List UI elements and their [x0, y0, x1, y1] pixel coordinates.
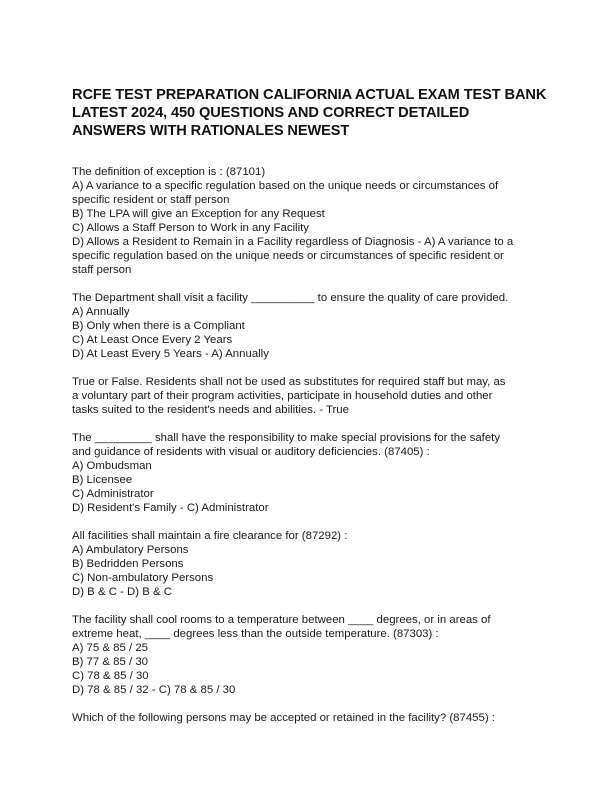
question-block-6: [72, 613, 552, 697]
title-line: LATEST 2024, 450 QUESTIONS AND CORRECT DETAILED: [72, 105, 470, 121]
answer-option: specific regulation based on the unique needs or circumstances of specific resident or: [72, 250, 504, 262]
title-line: RCFE TEST PREPARATION CALIFORNIA ACTUAL EXAM TEST BANK: [72, 87, 547, 103]
document-body: [72, 165, 552, 739]
answer-option: B) Bedridden Persons: [72, 558, 184, 570]
question-text: extreme heat, ____ degrees less than the outside temperature. (87303) :: [72, 628, 439, 640]
answer-option: staff person: [72, 264, 132, 276]
question-text: The _________ shall have the responsibility to make special provisions for the safety: [72, 432, 501, 444]
question-text: The facility shall cool rooms to a temperature between ____ degrees, or in areas of: [72, 614, 491, 626]
title-line: ANSWERS WITH RATIONALES NEWEST: [72, 123, 350, 139]
answer-option: C) At Least Once Every 2 Years: [72, 334, 233, 346]
answer-option: A) Annually: [72, 306, 130, 318]
answer-option: B) Only when there is a Compliant: [72, 320, 245, 332]
answer-option: B) The LPA will give an Exception for any Request: [72, 208, 325, 220]
question-text: True or False. Residents shall not be used as substitutes for required staff but may, as: [72, 376, 506, 388]
question-text: The Department shall visit a facility __________ to ensure the quality of care provided.: [72, 292, 509, 304]
answer-option: C) Administrator: [72, 488, 154, 500]
question-text: and guidance of residents with visual or auditory deficiencies. (87405) :: [72, 446, 430, 458]
answer-option: C) 78 & 85 / 30: [72, 670, 149, 682]
answer-option: B) Licensee: [72, 474, 133, 486]
question-text: The definition of exception is : (87101): [72, 166, 266, 178]
question-block-2: [72, 291, 552, 361]
answer-option: A) Ambulatory Persons: [72, 544, 189, 556]
answer-option: A) 75 & 85 / 25: [72, 642, 148, 654]
question-block-7: [72, 711, 552, 725]
answer-option: D) At Least Every 5 Years - A) Annually: [72, 348, 269, 360]
question-text: a voluntary part of their program activities, participate in household duties and other: [72, 390, 493, 402]
document-title: [72, 86, 552, 140]
answer-option: D) Resident's Family - C) Administrator: [72, 502, 269, 514]
question-block-1: [72, 165, 552, 277]
answer-option: D) Allows a Resident to Remain in a Facility regardless of Diagnosis - A) A variance to a: [72, 236, 514, 248]
answer-option: D) B & C - D) B & C: [72, 586, 172, 598]
answer-option: D) 78 & 85 / 32 - C) 78 & 85 / 30: [72, 684, 236, 696]
answer-option: C) Non-ambulatory Persons: [72, 572, 214, 584]
answer-option: A) Ombudsman: [72, 460, 152, 472]
question-text: tasks suited to the resident's needs and abilities. - True: [72, 404, 349, 416]
answer-option: C) Allows a Staff Person to Work in any Facility: [72, 222, 309, 234]
answer-option: A) A variance to a specific regulation based on the unique needs or circumstances of: [72, 180, 499, 192]
answer-option: B) 77 & 85 / 30: [72, 656, 148, 668]
question-block-4: [72, 431, 552, 515]
question-block-3: [72, 375, 552, 417]
answer-option: specific resident or staff person: [72, 194, 230, 206]
question-text: All facilities shall maintain a fire clearance for (87292) :: [72, 530, 348, 542]
question-block-5: [72, 529, 552, 599]
question-text: Which of the following persons may be accepted or retained in the facility? (87455) :: [72, 712, 495, 724]
